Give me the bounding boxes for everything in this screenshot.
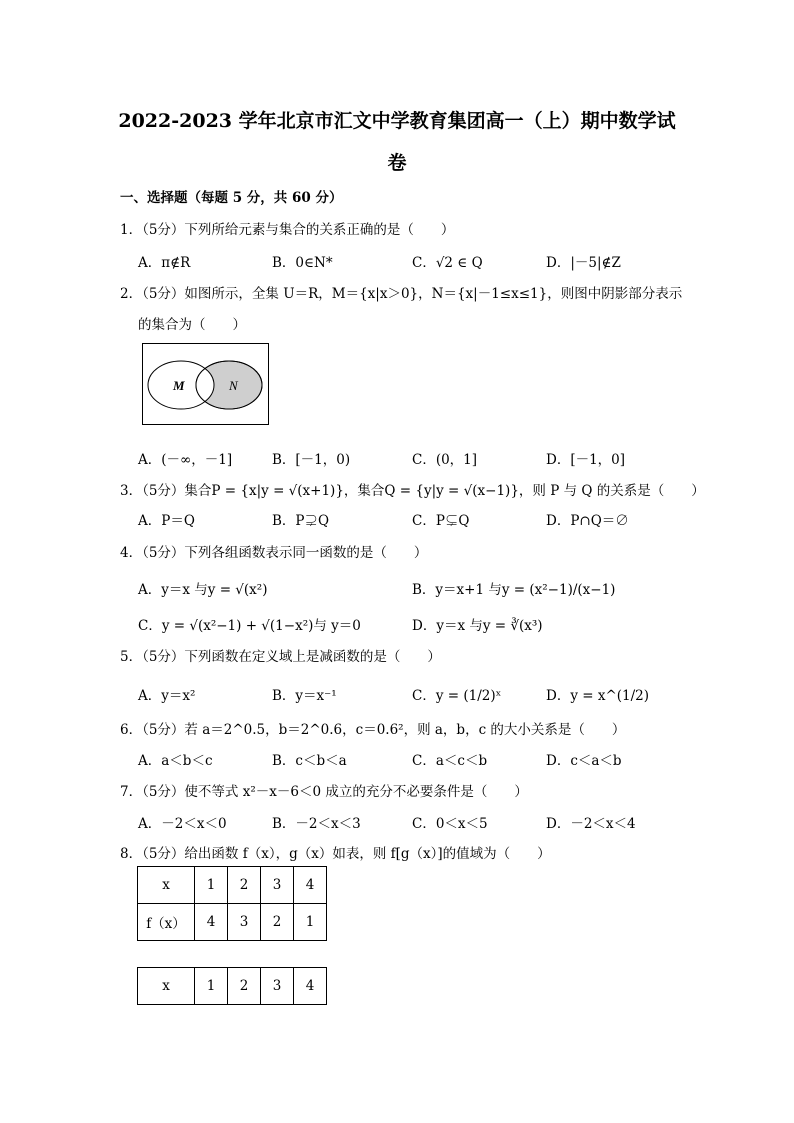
q5-option-c: C．y = (1/2)ˣ <box>412 688 502 704</box>
q7-option-b: B．－2＜x＜3 <box>272 816 361 832</box>
q6-option-c: C．a＜c＜b <box>412 753 488 769</box>
q1-option-b: B．0∈N* <box>272 255 333 271</box>
question-6-stem: 6．（5分）若 a＝2^0.5，b＝2^0.6，c＝0.6²，则 a，b，c 的大小关系是（ ） <box>120 722 626 738</box>
table-row <box>138 904 327 941</box>
q3-option-c: C．P⊊Q <box>412 513 470 529</box>
q3-option-b: B．P⊋Q <box>272 513 330 529</box>
question-3-stem: 3．（5分）集合P = {x|y = √(x+1)}，集合Q = {y|y = √(x−1)}，则 P 与 Q 的关系是（ ） <box>120 483 705 499</box>
question-7-stem: 7．（5分）使不等式 x²－x－6＜0 成立的充分不必要条件是（ ） <box>120 784 528 800</box>
question-5-stem: 5．（5分）下列函数在定义域上是减函数的是（ ） <box>120 649 441 665</box>
q4-option-a: A．y＝x 与y = √(x²) <box>138 582 268 598</box>
venn-svg <box>143 344 270 426</box>
question-2-stem-cont: 的集合为（ ） <box>138 317 246 333</box>
table-cell: 2 <box>228 968 261 1005</box>
table-cell: 1 <box>195 968 228 1005</box>
q6-option-a: A．a＜b＜c <box>138 753 213 769</box>
table-cell: 4 <box>294 867 327 904</box>
table-cell: 4 <box>195 904 228 941</box>
q7-option-c: C．0＜x＜5 <box>412 816 488 832</box>
q3-option-a: A．P＝Q <box>138 513 195 529</box>
q1-option-a: A．π∉R <box>138 255 191 271</box>
question-4-stem: 4．（5分）下列各组函数表示同一函数的是（ ） <box>120 545 428 561</box>
question-1-stem: 1．（5分）下列所给元素与集合的关系正确的是（ ） <box>120 222 455 238</box>
table-cell: x <box>138 867 195 904</box>
q2-option-a: A．(－∞，－1] <box>138 452 233 468</box>
question-2-stem: 2．（5分）如图所示，全集 U＝R，M＝{x|x＞0}，N＝{x|－1≤x≤1}，则图中阴影部分表示 <box>120 286 683 302</box>
q4-option-d: D．y＝x 与y = ∛(x³) <box>412 618 543 634</box>
question-8-stem: 8．（5分）给出函数 f（x），g（x）如表，则 f[g（x）]的值域为（ ） <box>120 846 551 862</box>
q1-option-c: C．√2 ∈ Q <box>412 255 483 271</box>
venn-label-n: N <box>229 378 238 393</box>
table-cell: 4 <box>294 968 327 1005</box>
table-row <box>138 867 327 904</box>
table-cell: 3 <box>228 904 261 941</box>
table-cell: 2 <box>261 904 294 941</box>
section-heading: 一、选择题（每题 5 分，共 60 分） <box>120 190 343 206</box>
venn-diagram <box>142 343 269 425</box>
function-g-table <box>137 967 327 1005</box>
q1-option-d: D．|－5|∉Z <box>546 255 621 271</box>
q3-option-d: D．P∩Q＝∅ <box>546 513 629 529</box>
venn-label-m: M <box>173 378 185 393</box>
q7-option-a: A．－2＜x＜0 <box>138 816 227 832</box>
function-f-table <box>137 866 327 941</box>
q5-option-b: B．y＝x⁻¹ <box>272 688 337 704</box>
table-cell: 1 <box>195 867 228 904</box>
q6-option-b: B．c＜b＜a <box>272 753 347 769</box>
q7-option-d: D．－2＜x＜4 <box>546 816 636 832</box>
table-cell: x <box>138 968 195 1005</box>
table-cell: 2 <box>228 867 261 904</box>
table-row <box>138 968 327 1005</box>
q4-option-c: C．y = √(x²−1) + √(1−x²)与 y＝0 <box>138 618 361 634</box>
table-cell: 1 <box>294 904 327 941</box>
page-title-cont: 卷 <box>387 152 407 174</box>
q2-option-d: D．[－1，0] <box>546 452 626 468</box>
q2-option-b: B．[－1，0) <box>272 452 351 468</box>
table-cell: 3 <box>261 867 294 904</box>
table-cell: 3 <box>261 968 294 1005</box>
q2-option-c: C．(0，1] <box>412 452 478 468</box>
table-cell: f（x） <box>138 904 195 941</box>
q5-option-d: D．y = x^(1/2) <box>546 688 650 704</box>
q5-option-a: A．y＝x² <box>138 688 196 704</box>
page-title: 2022-2023 学年北京市汇文中学教育集团高一（上）期中数学试 <box>118 110 676 132</box>
q4-option-b: B．y＝x+1 与y = (x²−1)/(x−1) <box>412 582 616 598</box>
q6-option-d: D．c＜a＜b <box>546 753 622 769</box>
